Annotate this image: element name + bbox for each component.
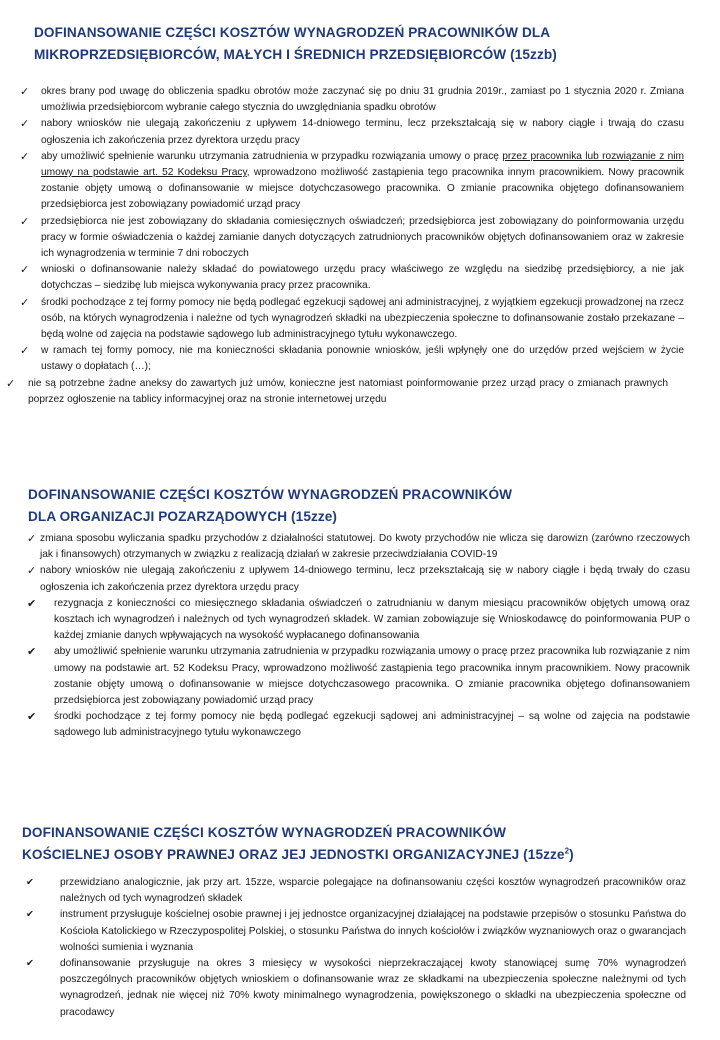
section2-heading xyxy=(28,484,512,528)
section3-list xyxy=(26,875,686,1021)
list-item: ✔ dofinansowanie przysługuje na okres 3 miesięcy w wysokości nieprzekraczającej kwoty stanowiącej sumę 70% wynagrodzeń poszczególnych pracowników objętych wnioskiem o dofinansowanie wraz ze składkami na ubezpieczenia społeczne należnymi od tych wynagrodzeń, jednak nie więcej niż 70% kwoty minimalnego wynagrodzenia, powiększonego o składki na ubezpieczenia społeczne od pracodawcy xyxy=(26,958,686,1018)
checkmark-icon: ✔ xyxy=(27,645,37,659)
list-item: ✔ środki pochodzące z tej formy pomocy nie będą podlegać egzekucji sądowej ani administracyjnej – są wolne od zajęcia na podstawie sądowego lub administracyjnego tytułu wykonawczego xyxy=(27,710,690,739)
list-item: ✓ okres brany pod uwagę do obliczenia spadku obrotów może zaczynać się po dniu 31 grudnia 2019r., zamiast po 1 stycznia 2020 r. Zmiana umożliwia przedsiębiorcom wybranie całego stycznia do uwzględniania spadku obrotów xyxy=(20,85,684,114)
list-item: ✓ w ramach tej formy pomocy, nie ma konieczności składania ponownie wniosków, jeśli wpłynęły one do urzędów przed wejściem w życie ustawy o dopłatach (…); xyxy=(20,344,684,373)
section1-list xyxy=(6,84,684,408)
checkmark-icon: ✓ xyxy=(20,149,30,163)
section3-heading xyxy=(22,822,574,866)
checkmark-icon: ✓ xyxy=(20,344,30,358)
checkmark-icon: ✔ xyxy=(27,596,37,610)
checkmark-icon: ✓ xyxy=(6,376,16,390)
list-item: ✔ instrument przysługuje kościelnej osobie prawnej i jej jednostce organizacyjnej działającej na podstawie przepisów o stosunku Państwa do Kościoła Katolickiego w Rzeczypospolitej Polskiej, o stosunku Państwa do innych kościołów i związków wyznaniowych oraz o gwarancjach wolności sumienia i wyznania xyxy=(26,909,686,953)
section1-heading xyxy=(34,22,557,66)
section2-title-line2: DLA ORGANIZACJI POZARZĄDOWYCH (15zze) xyxy=(28,509,338,524)
list-item: ✓ wnioski o dofinansowanie należy składać do powiatowego urzędu pracy właściwego ze względu na siedzibę przedsiębiorcy, a nie jak dotychczas – siedzibę lub miejsca wykonywania pracy przez pracownika. xyxy=(20,263,684,292)
checkmark-icon: ✔ xyxy=(27,710,37,724)
section1-title-line1: DOFINANSOWANIE CZĘŚCI KOSZTÓW WYNAGRODZEŃ PRACOWNIKÓW DLA xyxy=(34,25,551,40)
list-item: ✔ rezygnacja z konieczności co miesięcznego składania oświadczeń o zatrudnianiu w danym miesiącu pracowników objętych umową oraz kosztach ich wynagrodzeń i należnych od tych wynagrodzeń składek. W zamian zobowiązuje się Wnioskodawcę do poinformowania PUP o każdej zmianie danych wpływających na wysokość wypłacanego dofinansowania xyxy=(27,596,690,642)
section2-title-line1: DOFINANSOWANIE CZĘŚCI KOSZTÓW WYNAGRODZEŃ PRACOWNIKÓW xyxy=(28,487,513,502)
section2-list xyxy=(27,531,690,742)
list-item: ✔ przewidziano analogicznie, jak przy art. 15zze, wsparcie polegające na dofinansowaniu części kosztów wynagrodzeń pracowników oraz należnych od tych wynagrodzeń składek xyxy=(26,877,686,905)
checkmark-icon: ✔ xyxy=(26,877,34,888)
list-item: ✓ nie są potrzebne żadne aneksy do zawartych już umów, konieczne jest natomiast poinformowanie przez urząd pracy o zmianach prawnych poprzez ogłoszenie na tablicy informacyjnej oraz na stronie internetowej urzędu xyxy=(6,376,668,405)
list-item: ✓ aby umożliwić spełnienie warunku utrzymania zatrudnienia w przypadku rozwiązania umowy o pracę przez pracownika lub rozwiązanie z nim umowy na podstawie art. 52 Kodeksu Pracy, wprowadzono możliwość zastąpienia tego pracownika innym pracownikiem. Nowy pracownik zostanie objęty umową o dofinansowanie w miejsce dotychczasowego pracownika. O zmianie pracownika objętego dofinansowaniem przedsiębiorca jest zobowiązany powiadomić urząd pracy xyxy=(20,149,684,211)
list-item: ✓ przedsiębiorca nie jest zobowiązany do składania comiesięcznych oświadczeń; przedsiębiorca jest zobowiązany do poinformowania urzędu pracy w formie oświadczenia o każdej zamianie danych dotyczących zatrudnionych pracowników objętych dofinansowaniem oraz w zakresie ich wynagrodzenia w terminie 7 dni roboczych xyxy=(20,214,684,260)
list-item: ✓ nabory wniosków nie ulegają zakończeniu z upływem 14-dniowego terminu, lecz przekształcają się w nabory ciągłe i będą trwały do czasu ogłoszenia ich zakończenia przez dyrektora urzędu pracy xyxy=(27,564,690,593)
checkmark-icon: ✓ xyxy=(20,214,30,228)
checkmark-icon: ✓ xyxy=(20,295,30,309)
list-item: ✓ nabory wniosków nie ulegają zakończeniu z upływem 14-dniowego terminu, lecz przekształcają się w nabory ciągłe i trwają do czasu ogłoszenia ich zakończenia przez dyrektora urzędu pracy xyxy=(20,117,684,146)
checkmark-icon: ✓ xyxy=(20,85,30,98)
section3-title-line1: DOFINANSOWANIE CZĘŚCI KOSZTÓW WYNAGRODZEŃ PRACOWNIKÓW xyxy=(22,825,507,840)
checkmark-icon: ✓ xyxy=(27,532,37,545)
list-item: ✓ środki pochodzące z tej formy pomocy nie będą podlegać egzekucji sądowej ani administracyjnej, z wyjątkiem egzekucji prowadzonej na rzecz osób, na których wynagrodzenia i należne od tych wynagrodzeń składki na ubezpieczenia społeczne to dofinansowanie zostało przekazane – będą wolne od zajęcia na podstawie sądowego lub administracyjnego tytułu wykonawczego. xyxy=(20,295,684,341)
underlined-text: przez pracownika lub rozwiązanie z nim umowy na podstawie art. 52 Kodeksu Pracy xyxy=(41,150,684,179)
section1-title-line2: MIKROPRZEDSIĘBIORCÓW, MAŁYCH I ŚREDNICH PRZEDSIĘBIORCÓW (15zzb) xyxy=(34,47,557,62)
checkmark-icon: ✓ xyxy=(27,564,37,578)
checkmark-icon: ✓ xyxy=(20,117,30,131)
list-item: ✔ aby umożliwić spełnienie warunku utrzymania zatrudnienia w przypadku rozwiązania umowy o pracę przez pracownika lub rozwiązanie z nim umowy na podstawie art. 52 Kodeksu Pracy, wprowadzono możliwość zastąpienia tego pracownika innym pracownikiem. Nowy pracownik zostanie objęty umową o dofinansowanie w miejsce dotychczasowego pracownika. O zmianie pracownika objętego dofinansowaniem przedsiębiorca jest zobowiązany powiadomić urząd pracy xyxy=(27,645,690,707)
section3-title-line2: KOŚCIELNEJ OSOBY PRAWNEJ ORAZ JEJ JEDNOSTKI ORGANIZACYJNEJ (15zze$^2$) xyxy=(22,846,574,862)
checkmark-icon: ✓ xyxy=(20,263,30,277)
checkmark-icon: ✔ xyxy=(26,909,34,921)
list-item: ✓ zmiana sposobu wyliczania spadku przychodów z działalności statutowej. Do kwoty przychodów nie wlicza się darowizn (zarówno rzeczowych jak i finansowych) otrzymanych w związku z realizacją działań w zakresie przeciwdziałania COVID-19 xyxy=(27,532,690,561)
checkmark-icon: ✔ xyxy=(26,958,34,970)
